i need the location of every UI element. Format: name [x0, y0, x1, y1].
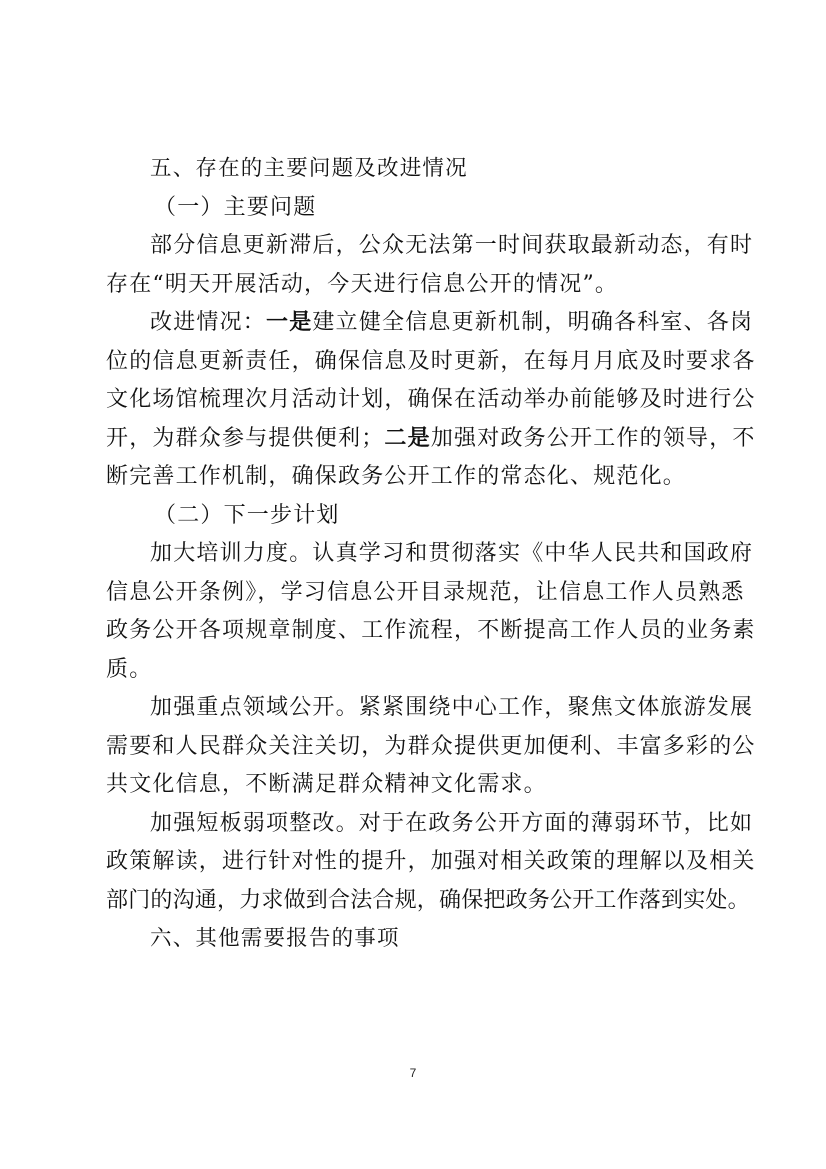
- line-text: 开，为群众参与提供便利；: [106, 425, 385, 451]
- improvement-label: 改进情况：: [150, 310, 267, 335]
- key-areas-paragraph: [106, 689, 756, 805]
- paragraph-line: 加强短板弱项整改。对于在政务公开方面的薄弱环节，比如: [150, 810, 754, 836]
- paragraph-line: [106, 420, 756, 459]
- improvement-paragraph: [106, 304, 756, 497]
- training-paragraph: [106, 535, 756, 689]
- paragraph-line: 存在“明天开展活动，今天进行信息公开的情况”。: [106, 271, 619, 297]
- paragraph-line: 加强重点领域公开。紧紧围绕中心工作，聚焦文体旅游发展: [150, 695, 754, 720]
- section-heading: 六、其他需要报告的事项: [150, 926, 400, 951]
- paragraph-line: 质。: [106, 656, 153, 682]
- line-text: 建立健全信息更新机制，明确各科室、各岗: [312, 310, 754, 335]
- paragraph-line: 政务公开各项规章制度、工作流程，不断提高工作人员的业务素: [106, 618, 756, 643]
- weakness-rectification-paragraph: [106, 805, 756, 921]
- document-body: [106, 150, 756, 959]
- paragraph-line: 部分信息更新滞后，公众无法第一时间获取最新动态，有时: [150, 233, 754, 258]
- paragraph-line: 位的信息更新责任，确保信息及时更新，在每月月底及时要求各: [106, 348, 756, 374]
- page-number: 7: [409, 1066, 417, 1080]
- line-text: 加强对政务公开工作的领导，不: [430, 425, 756, 451]
- paragraph-line: 断完善工作机制，确保政务公开工作的常态化、规范化。: [106, 464, 687, 489]
- paragraph-line: 加大培训力度。认真学习和贯彻落实《中华人民共和国政府: [150, 541, 754, 566]
- paragraph-line: 信息公开条例》，学习信息公开目录规范，让信息工作人员熟悉: [106, 579, 745, 605]
- section-heading: 五、存在的主要问题及改进情况: [150, 156, 468, 181]
- second-marker: 二是: [384, 425, 431, 451]
- paragraph-line: 需要和人民群众关注关切，为群众提供更加便利、丰富多彩的公: [106, 733, 756, 759]
- subsection-heading: （一）主要问题: [154, 194, 317, 220]
- problem-paragraph: [106, 227, 754, 304]
- paragraph-line: 文化场馆梳理次月活动计划，确保在活动举办前能够及时进行公: [106, 387, 756, 412]
- subsection-heading: （二）下一步计划: [154, 502, 340, 528]
- first-marker: 一是: [266, 310, 313, 335]
- paragraph-line: 共文化信息，不断满足群众精神文化需求。: [106, 772, 547, 797]
- paragraph-line: [106, 304, 754, 343]
- paragraph-line: 部门的沟通，力求做到合法合规，确保把政务公开工作落到实处。: [106, 887, 750, 913]
- paragraph-line: 政策解读，进行针对性的提升，加强对相关政策的理解以及相关: [106, 849, 756, 874]
